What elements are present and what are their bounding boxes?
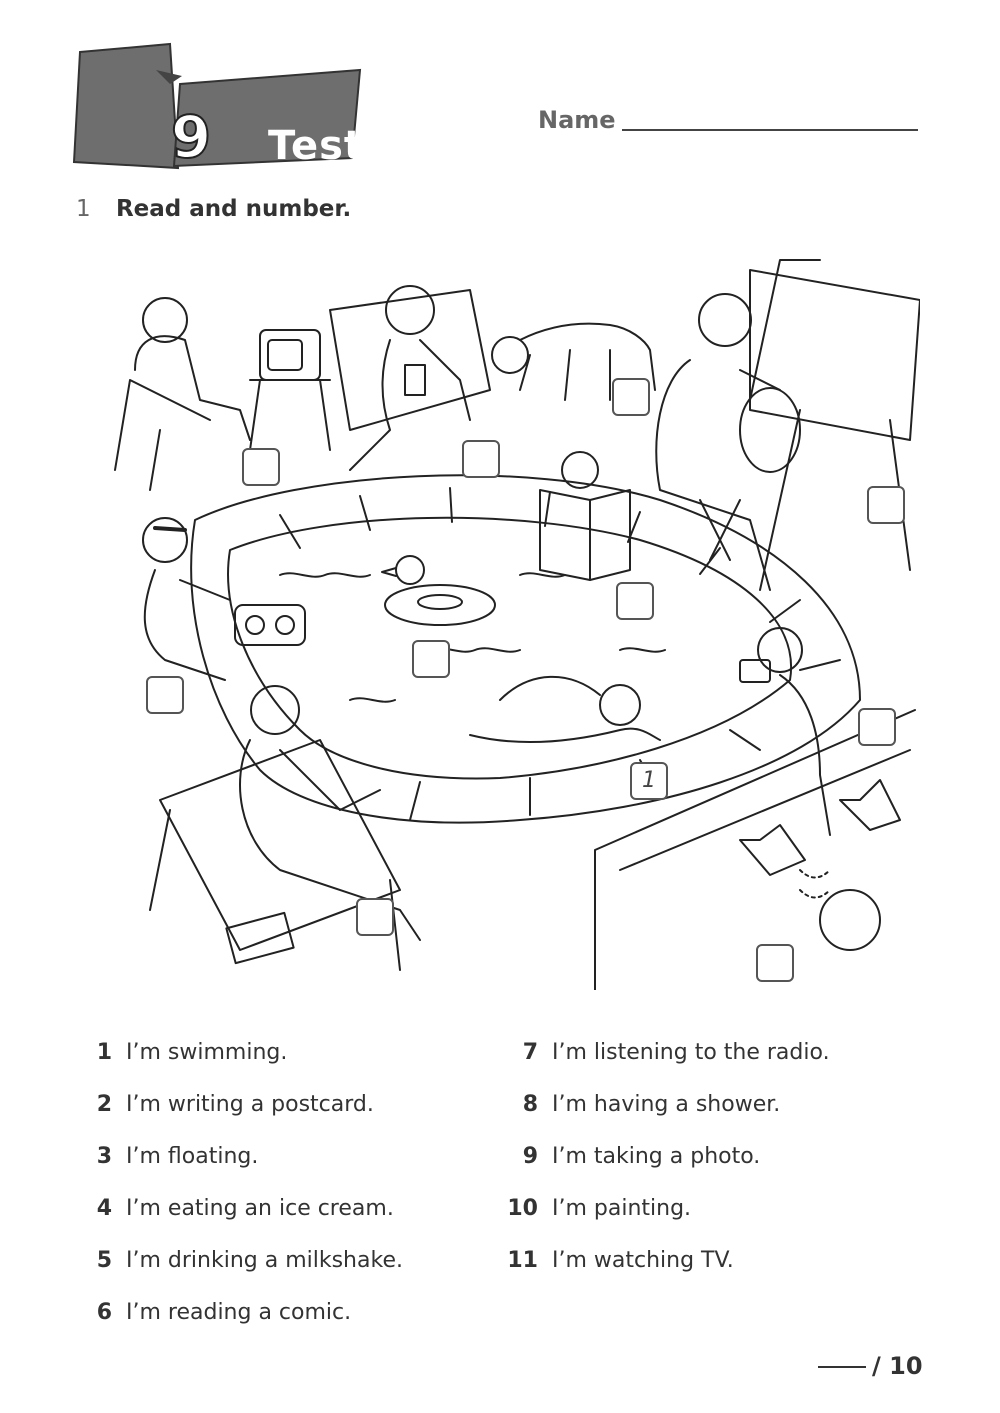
name-input-line[interactable] (622, 129, 918, 131)
sentence-item (78, 1040, 287, 1080)
sentence-item (504, 1092, 780, 1132)
sentence-item (504, 1248, 734, 1288)
sentence-number: 10 (507, 1196, 538, 1221)
answer-box-swimming[interactable]: 1 (630, 762, 668, 800)
answer-box-painting[interactable] (867, 486, 905, 524)
sentence-number: 2 (96, 1092, 112, 1117)
sentence-text: I’m painting. (552, 1196, 692, 1221)
score-total (818, 1352, 923, 1380)
sentence-item (78, 1092, 374, 1132)
sentence-text: I’m reading a comic. (126, 1300, 352, 1325)
sentence-item (78, 1144, 258, 1184)
unit-title: Test (268, 123, 365, 169)
sentence-number: 3 (96, 1144, 112, 1169)
sentence-number: 1 (96, 1040, 112, 1065)
answer-box-shower[interactable] (756, 944, 794, 982)
sentence-number: 8 (522, 1092, 538, 1117)
sentence-number: 5 (96, 1248, 112, 1273)
sentence-item (504, 1144, 760, 1184)
sentence-text: I’m writing a postcard. (126, 1092, 374, 1117)
unit-number: 9 (170, 103, 212, 171)
answer-box-floating[interactable] (412, 640, 450, 678)
name-label: Name (538, 106, 616, 134)
unit-banner (70, 40, 370, 175)
answer-box-comic[interactable] (616, 582, 654, 620)
sentence-item (504, 1040, 830, 1080)
sentence-text: I’m drinking a milkshake. (126, 1248, 403, 1273)
sentence-number: 11 (507, 1248, 538, 1273)
sentence-text: I’m having a shower. (552, 1092, 781, 1117)
pool-scene-drawing (100, 230, 920, 990)
exercise-heading (76, 196, 351, 222)
answer-box-postcard[interactable] (356, 898, 394, 936)
sentence-text: I’m watching TV. (552, 1248, 734, 1273)
answer-box-radio[interactable] (146, 676, 184, 714)
sentence-text: I’m swimming. (126, 1040, 288, 1065)
sentence-item (78, 1300, 351, 1340)
sentence-item (78, 1248, 403, 1288)
sentence-number: 9 (522, 1144, 538, 1169)
exercise-instruction: Read and number. (115, 196, 352, 222)
pool-illustration (100, 230, 920, 990)
answer-box-dog[interactable] (612, 378, 650, 416)
answer-box-milkshake[interactable] (462, 440, 500, 478)
sentence-text: I’m eating an ice cream. (126, 1196, 394, 1221)
answer-box-tv[interactable] (242, 448, 280, 486)
sentence-text: I’m listening to the radio. (552, 1040, 830, 1065)
score-input-line[interactable] (818, 1366, 866, 1368)
sentence-text: I’m taking a photo. (552, 1144, 761, 1169)
score-total-label: / 10 (872, 1352, 923, 1380)
answer-box-photo[interactable] (858, 708, 896, 746)
sentence-text: I’m floating. (126, 1144, 259, 1169)
exercise-number: 1 (76, 196, 91, 222)
sentence-number: 7 (522, 1040, 538, 1065)
sentence-item (78, 1196, 394, 1236)
sentence-item (504, 1196, 691, 1236)
sentence-number: 4 (96, 1196, 112, 1221)
sentence-number: 6 (96, 1300, 112, 1325)
